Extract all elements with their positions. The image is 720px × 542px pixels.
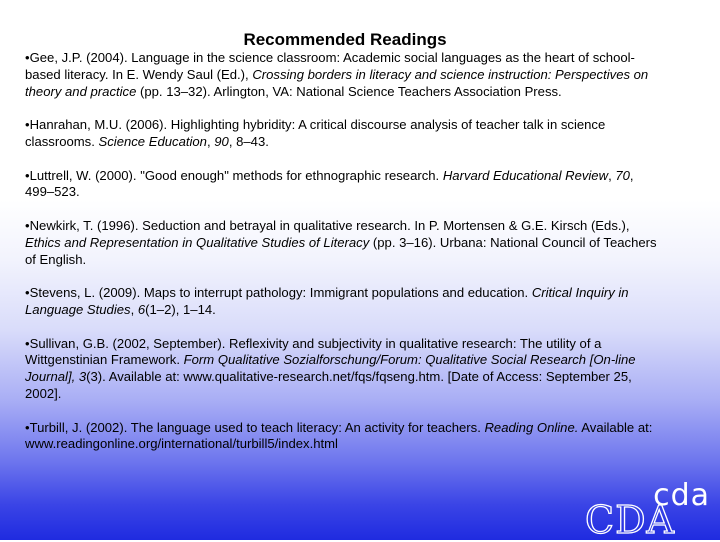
reference-italic-text: Form Qualitative Sozialforschung/Forum: Qualitative Social Research [On-line Journal], 3 <box>25 352 636 385</box>
reference-item <box>25 168 665 202</box>
reference-text: (pp. 3–16). Urbana: National Council of Teachers of English. <box>25 234 657 267</box>
reference-text: , <box>608 167 616 183</box>
reference-text: •Newkirk, T. (1996). Seduction and betrayal in qualitative research. In P. Mortensen & G.E. Kirsch (Eds.), <box>25 217 630 233</box>
reference-italic-text: 70 <box>615 167 630 183</box>
reference-item <box>25 285 665 319</box>
reference-text: •Luttrell, W. (2000). "Good enough" methods for ethnographic research. <box>25 167 443 183</box>
reference-italic-text: Critical Inquiry in Language Studies <box>25 285 629 317</box>
reference-text: •Turbill, J. (2002). The language used to teach literacy: An activity for teachers. <box>25 419 485 435</box>
reference-italic-text: Reading Online. <box>484 419 579 435</box>
reference-text: , 8–43. <box>228 133 269 149</box>
reference-item <box>25 218 665 268</box>
page-title: Recommended Readings <box>243 30 447 49</box>
reference-text: , 499–523. <box>25 167 634 200</box>
reference-text: (pp. 13–32). Arlington, VA: National Science Teachers Association Press. <box>136 83 562 99</box>
reference-item <box>25 336 665 403</box>
reference-item <box>25 117 665 151</box>
reference-text: •Sullivan, G.B. (2002, September). Reflexivity and subjectivity in qualitative research: The utility of a Wittgenstinian Framework. <box>25 335 602 368</box>
reference-italic-text: Crossing borders in literacy and science instruction: Perspectives on theory and practice <box>25 66 649 99</box>
reference-text: (3). Available at: www.qualitative-research.net/fqs/fqseng.htm. [Date of Access: September 25, 2002]. <box>25 369 632 401</box>
reference-list <box>25 50 665 470</box>
reference-item <box>25 50 665 100</box>
reference-italic-text: Science Education <box>98 133 207 149</box>
reference-item <box>25 420 665 454</box>
reference-text: •Stevens, L. (2009). Maps to interrupt pathology: Immigrant populations and education. <box>25 285 532 301</box>
reference-italic-text: Ethics and Representation in Qualitative Studies of Literacy <box>25 234 370 250</box>
reference-italic-text: Harvard Educational Review <box>442 167 609 183</box>
cda-logo <box>585 478 710 542</box>
reference-text: , <box>206 133 215 149</box>
reference-text: •Hanrahan, M.U. (2006). Highlighting hybridity: A critical discourse analysis of teacher talk in science classrooms. <box>25 117 606 149</box>
logo-small-text: cda <box>653 478 710 513</box>
reference-text: , <box>130 301 138 317</box>
reference-italic-text: 90 <box>214 133 229 149</box>
logo-large-text: CDA <box>585 498 675 542</box>
reference-text: (1–2), 1–14. <box>145 301 216 317</box>
reference-italic-text: 6 <box>137 301 146 317</box>
reference-text: •Gee, J.P. (2004). Language in the science classroom: Academic social languages as the heart of school-based literacy. In E. Wendy Saul (Ed.), <box>25 50 635 82</box>
reference-text: Available at: www.readingonline.org/international/turbill5/index.html <box>25 419 653 452</box>
